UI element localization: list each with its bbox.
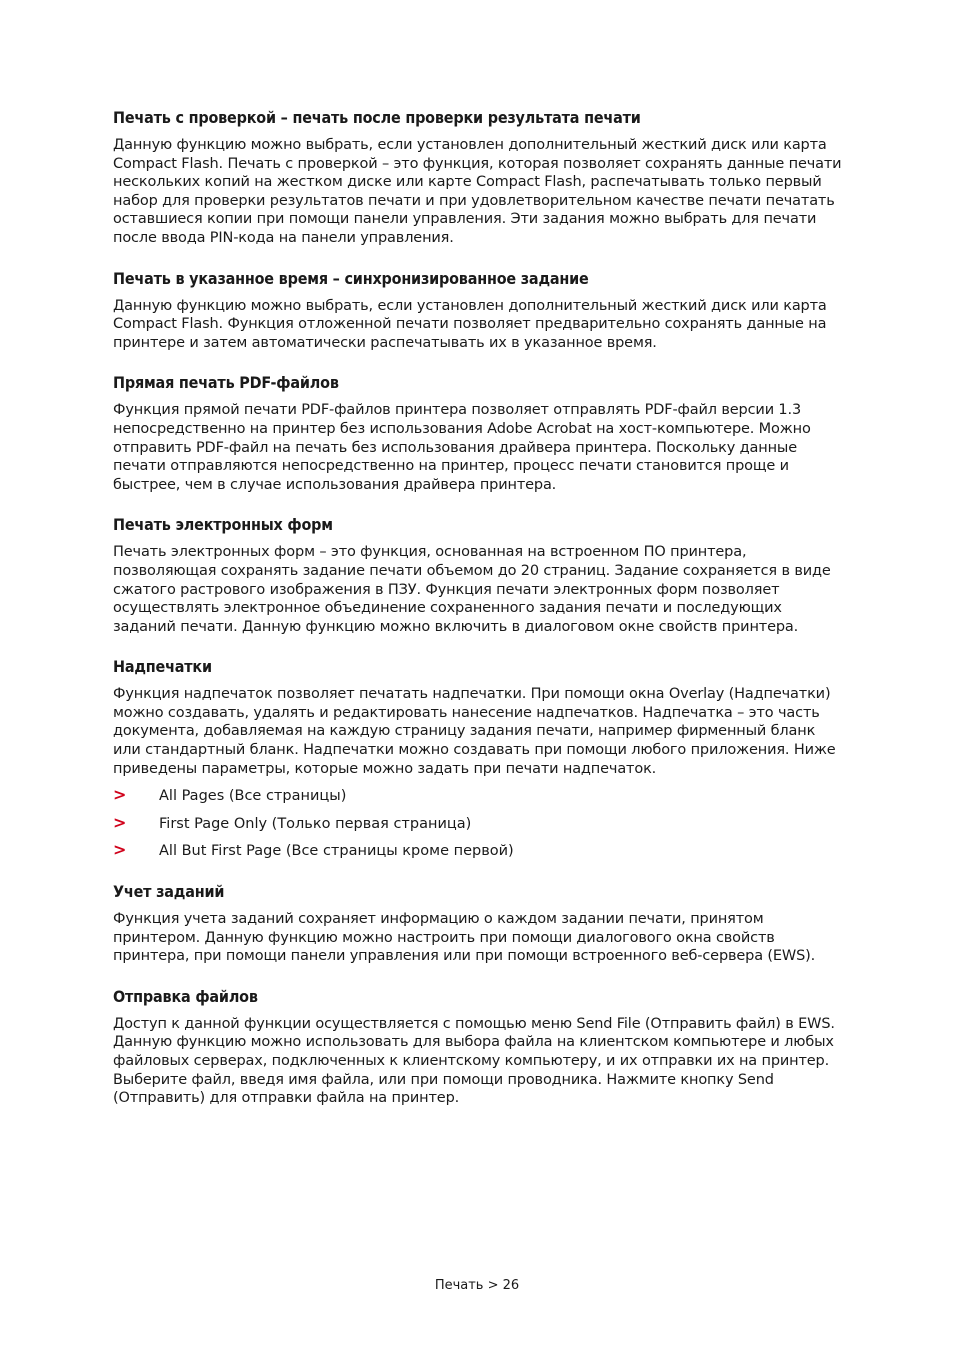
section-paragraph: Функция прямой печати PDF-файлов принтера позволяет отправлять PDF-файл версии 1.3 непосредственно на принтер без использования Adobe Acrobat на хост-компьютере. Можно отправить PDF-файл на печать без использования драйвера принтера. Поскольку данные печати отправляются непосредственно на принтер, процесс печати становится проще и быстрее, чем в случае использования драйвера принтера. xyxy=(113,402,811,493)
section-pdf-direct-print xyxy=(113,373,843,494)
section-paragraph: Функция учета заданий сохраняет информацию о каждом задании печати, принятом принтером. Данную функцию можно настроить при помощи диалогового окна свойств принтера, при помощи панели управления или при помощи встроенного веб-сервера (EWS). xyxy=(113,911,816,965)
overlay-options-list xyxy=(113,786,843,861)
section-heading: Печать в указанное время – синхронизированное задание xyxy=(113,268,589,288)
section-overlays xyxy=(113,657,843,861)
bullet-arrow-icon: > xyxy=(113,840,127,860)
section-job-accounting xyxy=(113,882,843,966)
section-send-file xyxy=(113,987,843,1108)
page-footer: Печать > 26 xyxy=(434,1278,520,1293)
bullet-arrow-icon: > xyxy=(113,812,127,832)
section-paragraph: Печать электронных форм – это функция, основанная на встроенном ПО принтера, позволяющая сохранять задание печати объемом до 20 страниц. Задание сохраняется в виде сжатого растрового изображения в ПЗУ. Функция печати электронных форм позволяет осуществлять электронное объединение сохраненного задания печати и последующих заданий печати. Данную функцию можно включить в диалоговом окне свойств принтера. xyxy=(113,544,831,635)
document-page xyxy=(113,108,843,1108)
section-heading: Печать электронных форм xyxy=(113,515,333,535)
list-item-text: First Page Only (Только первая страница) xyxy=(159,815,472,832)
list-item xyxy=(113,786,843,806)
section-heading: Учет заданий xyxy=(113,882,225,902)
bullet-arrow-icon: > xyxy=(113,785,127,805)
section-scheduled-print xyxy=(113,269,843,353)
section-heading: Прямая печать PDF-файлов xyxy=(113,373,339,393)
list-item-text: All Pages (Все страницы) xyxy=(159,788,347,805)
section-heading: Отправка файлов xyxy=(113,986,258,1006)
section-heading: Надпечатки xyxy=(113,657,212,677)
section-eforms xyxy=(113,515,843,636)
list-item xyxy=(113,841,843,861)
section-proof-print xyxy=(113,108,843,248)
list-item-text: All But First Page (Все страницы кроме первой) xyxy=(159,843,514,860)
section-paragraph: Функция надпечаток позволяет печатать надпечатки. При помощи окна Overlay (Надпечатки) можно создавать, удалять и редактировать нанесение надпечатков. Надпечатка – это часть документа, добавляемая на каждую страницу задания печати, например фирменный бланк или стандартный бланк. Надпечатки можно создавать при помощи любого приложения. Ниже приведены параметры, которые можно задать при печати надпечаток. xyxy=(113,686,836,777)
section-paragraph: Данную функцию можно выбрать, если установлен дополнительный жесткий диск или карта Compact Flash. Печать с проверкой – это функция, которая позволяет сохранять данные печати нескольких копий на жестком диске или карте Compact Flash, распечатывать только первый набор для проверки результатов печати и при удовлетворительном качестве печати печатать оставшиеся копии при помощи панели управления. Эти задания можно выбрать для печати после ввода PIN-кода на панели управления. xyxy=(113,137,842,246)
section-heading: Печать с проверкой – печать после проверки результата печати xyxy=(113,108,641,127)
section-paragraph: Данную функцию можно выбрать, если установлен дополнительный жесткий диск или карта Compact Flash. Функция отложенной печати позволяет предварительно сохранять данные на принтере и затем автоматически распечатывать их в указанное время. xyxy=(113,297,827,351)
list-item xyxy=(113,814,843,834)
section-paragraph: Доступ к данной функции осуществляется с помощью меню Send File (Отправить файл) в EWS. Данную функцию можно использовать для выбора файла на клиентском компьютере и любых файловых серверах, подключенных к клиентскому компьютеру, и их отправки их на принтер. Выберите файл, введя имя файла, или при помощи проводника. Нажмите кнопку Send (Отправить) для отправки файла на принтер. xyxy=(113,1015,835,1107)
